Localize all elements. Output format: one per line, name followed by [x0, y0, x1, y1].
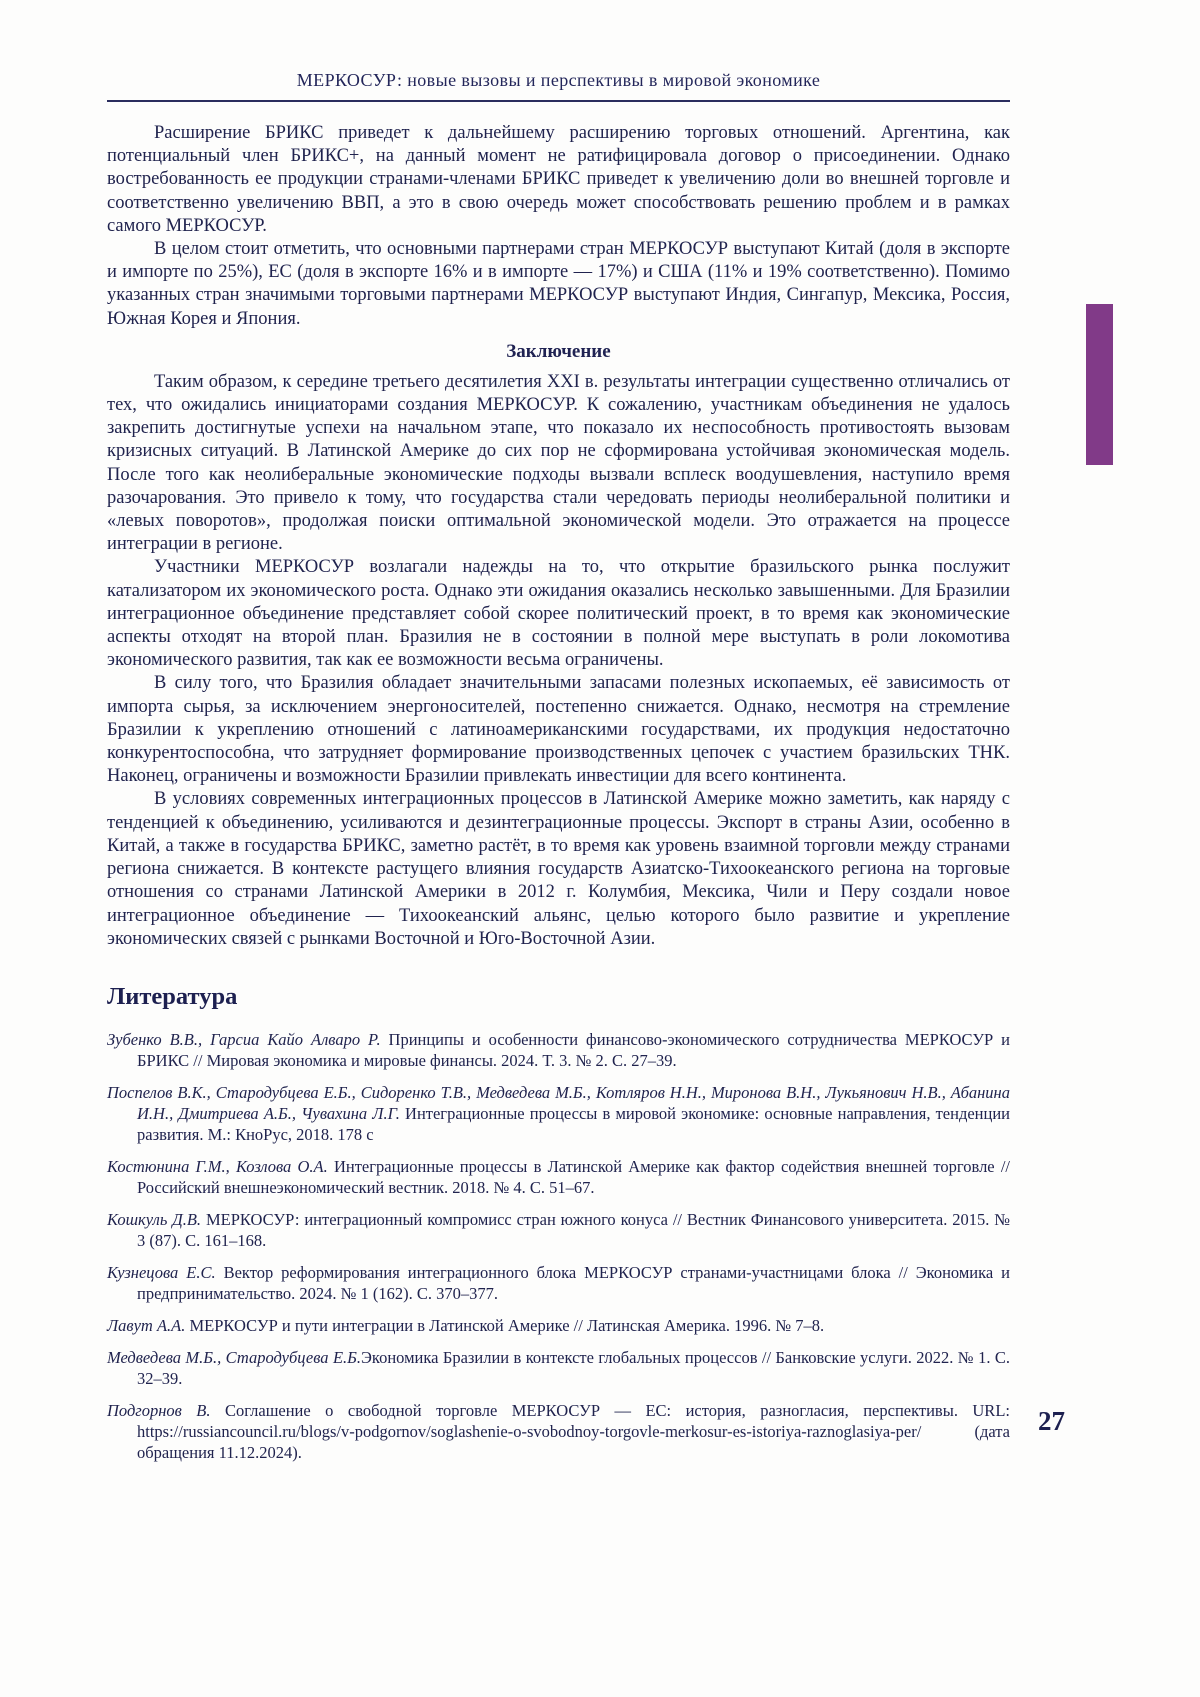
reference-authors: Кошкуль Д.В.: [107, 1209, 202, 1229]
reference-item: [107, 1400, 1010, 1463]
body-paragraph: Таким образом, к середине третьего десятилетия XXI в. результаты интеграции существенно отличались от тех, что ожидались инициаторами создания МЕРКОСУР. К сожалению, участникам объединения не удалось закрепить достигнутые успехи на начальном этапе, что показало их неспособность противостоять вызовам кризисных ситуаций. В Латинской Америке до сих пор не сформирована устойчивая экономическая модель. После того как неолиберальные экономические подходы вызвали всплеск воодушевления, наступило время разочарования. Это привело к тому, что государства стали чередовать периоды неолиберальной политики и «левых поворотов», продолжая поиски оптимальной экономической модели. Это отражается на процессе интеграции в регионе.: [107, 371, 1010, 555]
reference-text: Вектор реформирования интеграционного блока МЕРКОСУР странами-участницами блока // Экономика и предпринимательство. 2024. № 1 (162). С. 370–377.: [137, 1262, 1010, 1303]
reference-text: МЕРКОСУР и пути интеграции в Латинской Америке // Латинская Америка. 1996. № 7–8.: [185, 1315, 825, 1335]
reference-text: Соглашение о свободной торговле МЕРКОСУР — ЕС: история, разногласия, перспективы. URL: https://russiancouncil.ru/blogs/v-podgornov/soglashenie-o-svobodnoy-torgovle-merkosur-es-istoriya-raznoglasiya-per/ (дата обращения 11.12.2024).: [137, 1400, 1010, 1462]
header-rule: [107, 100, 1010, 102]
reference-authors: Зубенко В.В., Гарсиа Кайо Алваро Р.: [107, 1029, 381, 1049]
body-paragraph: В условиях современных интеграционных процессов в Латинской Америке можно заметить, как наряду с тенденцией к объединению, усиливаются и дезинтеграционные процессы. Экспорт в страны Азии, особенно в Китай, а также в государства БРИКС, заметно растёт, в то время как уровень взаимной торговли между странами региона снижается. В контексте растущего влияния государств Азиатско-Тихоокеанского региона на торговые отношения со странами Латинской Америки в 2012 г. Колумбия, Мексика, Чили и Перу создали новое интеграционное объединение — Тихоокеанский альянс, целью которого было развитие и укрепление экономических связей с рынками Восточной и Юго-Восточной Азии.: [107, 789, 1010, 949]
reference-authors: Подгорнов В.: [107, 1400, 211, 1420]
reference-item: [107, 1156, 1010, 1198]
reference-item: [107, 1209, 1010, 1251]
reference-authors: Лавут А.А.: [107, 1315, 186, 1335]
page-number: 27: [1038, 1406, 1065, 1436]
reference-item: [107, 1347, 1010, 1389]
reference-text: Интеграционные процессы в мировой экономике: основные направления, тенденции развития. М.: КноРус, 2018. 178 с: [137, 1103, 1011, 1144]
reference-item: [107, 1082, 1010, 1145]
reference-authors: Кузнецова Е.С.: [107, 1262, 216, 1282]
running-header: [107, 0, 1010, 102]
body-paragraph: Расширение БРИКС приведет к дальнейшему расширению торговых отношений. Аргентина, как потенциальный член БРИКС+, на данный момент не ратифицировала договор о присоединении. Однако востребованность ее продукции странами-членами БРИКС приведет к увеличению доли во внешней торговле и соответственно увеличению ВВП, а это в свою очередь может способствовать решению проблем и в рамках самого МЕРКОСУР.: [107, 123, 1010, 236]
conclusion-heading: Заключение: [506, 340, 611, 362]
body-paragraph: В целом стоит отметить, что основными партнерами стран МЕРКОСУР выступают Китай (доля в экспорте и импорте по 25%), ЕС (доля в экспорте 16% и в импорте — 17%) и США (11% и 19% соответственно). Помимо указанных стран значимыми торговыми партнерами МЕРКОСУР выступают Индия, Сингапур, Мексика, Россия, Южная Корея и Япония.: [107, 239, 1010, 329]
reference-item: [107, 1315, 1010, 1336]
reference-text: МЕРКОСУР: интеграционный компромисс стран южного конуса // Вестник Финансового университета. 2015. № 3 (87). С. 161–168.: [137, 1209, 1010, 1250]
reference-text: Интеграционные процессы в Латинской Америке как фактор содействия внешней торговле // Российский внешнеэкономический вестник. 2018. № 4. С. 51–67.: [137, 1156, 1010, 1197]
body-paragraph: В силу того, что Бразилия обладает значительными запасами полезных ископаемых, её зависимость от импорта сырья, за исключением энергоносителей, постепенно снижается. Однако, несмотря на стремление Бразилии к укреплению отношений с латиноамериканскими государствами, их продукция недостаточно конкурентоспособна, что затрудняет формирование производственных цепочек с участием бразильских ТНК. Наконец, ограничены и возможности Бразилии привлекать инвестиции для всего континента.: [107, 673, 1010, 787]
body-paragraph: Участники МЕРКОСУР возлагали надежды на то, что открытие бразильского рынка послужит катализатором их экономического роста. Однако эти ожидания оказались несколько завышенными. Для Бразилии интеграционное объединение представляет собой скорее политический проект, в то время как экономические аспекты отходят на второй план. Бразилия не в состоянии в полной мере выступать в роли локомотива экономического развития, так как ее возможности весьма ограничены.: [107, 557, 1010, 671]
reference-item: [107, 1029, 1010, 1071]
reference-text: Экономика Бразилии в контексте глобальных процессов // Банковские услуги. 2022. № 1. С. 32–39.: [137, 1347, 1011, 1388]
reference-authors: Костюнина Г.М., Козлова О.А.: [107, 1156, 328, 1176]
page-content: [107, 122, 1010, 1463]
reference-authors: Поспелов В.К., Стародубцева Е.Б., Сидоренко Т.В., Медведева М.Б., Котляров Н.Н., Миронова В.Н., Лукьянович Н.В., Абанина И.Н., Дмитриева А.Б., Чувахина Л.Г.: [107, 1082, 1010, 1123]
reference-text: Принципы и особенности финансово-экономического сотрудничества МЕРКОСУР и БРИКС // Мировая экономика и мировые финансы. 2024. Т. 3. № 2. С. 27–39.: [137, 1029, 1010, 1070]
running-header-title: МЕРКОСУР: новые вызовы и перспективы в мировой экономике: [296, 70, 821, 90]
section-side-tab: [1086, 304, 1113, 465]
reference-authors: Медведева М.Б., Стародубцева Е.Б.: [107, 1347, 362, 1367]
reference-item: [107, 1262, 1010, 1304]
literature-heading: Литература: [107, 982, 238, 1010]
